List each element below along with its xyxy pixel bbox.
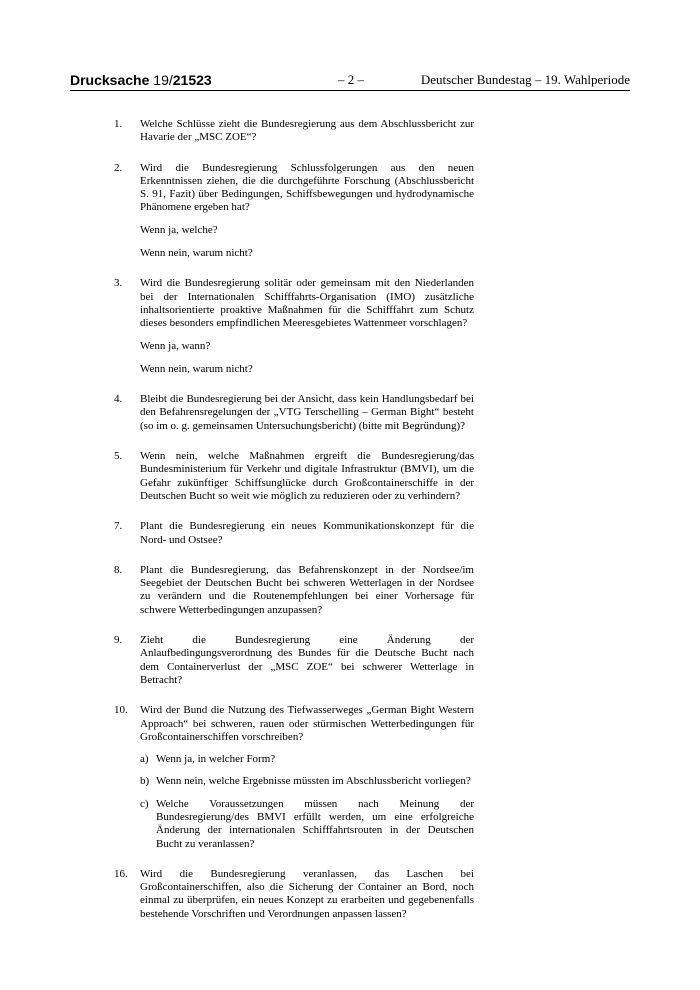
question-subtext: Wenn ja, welche? bbox=[140, 223, 218, 236]
question-text: Welche Schlüsse zieht die Bundesregierung aus dem Abschlussbericht zur Havarie der „MSC ZOE“? bbox=[140, 118, 474, 144]
question-text: Wenn nein, welche Maßnahmen ergreift die Bundesregierung/das Bundesministerium für Verkehr und digitale Infrastruktur (BMVI), um die Gefahr zukünftiger Schiffsunglücke durch Großcontainerschiffe in der Deutschen Bucht so weit wie möglich zu reduzieren oder zu verhindern? bbox=[140, 450, 474, 502]
question-number: 1. bbox=[114, 118, 123, 130]
question-8 bbox=[114, 564, 474, 617]
question-1 bbox=[114, 118, 474, 145]
sub-question-b bbox=[140, 775, 474, 788]
question-subtext: Wenn nein, warum nicht? bbox=[140, 362, 253, 375]
sub-question-list bbox=[140, 753, 474, 851]
question-text: Wird der Bund die Nutzung des Tiefwasserweges „German Bight Western Approach“ bei schweren, rauen oder stürmischen Wetterbedingungen für Großcontainerschiffen vorschreiben? bbox=[140, 704, 474, 743]
question-4 bbox=[114, 393, 474, 433]
question-number: 16. bbox=[114, 867, 128, 880]
question-text: Wird die Bundesregierung Schlussfolgerungen aus den neuen Erkenntnissen ziehen, die die durchgeführte Forschung (Abschlussbericht S. 91, Fazit) über Bedingungen, Schiffsbewegungen und hydrodynamische Phänomene ergeben hat? bbox=[140, 161, 474, 214]
question-text: Wird die Bundesregierung veranlassen, das Laschen bei Großcontainerschiffen, also die Sicherung der Container an Bord, noch einmal zu überprüfen, ein neues Konzept zu erarbeiten und gegebenenfalls bestehende Vorschriften und Verordnungen anpassen lassen? bbox=[140, 867, 474, 920]
question-list bbox=[114, 118, 474, 921]
header-rule bbox=[70, 90, 630, 91]
publisher: Deutscher Bundestag – 19. Wahlperiode bbox=[420, 72, 630, 87]
question-2 bbox=[114, 162, 474, 261]
question-3 bbox=[114, 277, 474, 376]
question-subtext: Wenn ja, wann? bbox=[140, 339, 211, 352]
sub-question-letter: c) bbox=[140, 797, 149, 810]
page-header bbox=[70, 70, 630, 92]
question-9 bbox=[114, 634, 474, 687]
question-text: Wird die Bundesregierung solitär oder gemeinsam mit den Niederlanden bei der Internationalen Schifffahrts-Organisation (IMO) zusätzliche inhaltsorientierte proaktive Maßnahmen für die Schifffahrt zum Schutz dieses besonders empfindlichen Meeresgebietes Wattenmeer vorschlagen? bbox=[140, 277, 474, 330]
question-number: 5. bbox=[114, 450, 123, 463]
question-text: Zieht die Bundesregierung eine Änderung der Anlaufbedingungsverordnung des Bundes für die Deutsche Bucht nach dem Containerverlust der „MSC ZOE“ bei schwerer Wetterlage in Betracht? bbox=[140, 634, 474, 686]
question-10 bbox=[114, 704, 474, 851]
question-7 bbox=[114, 520, 474, 547]
doc-number-prefix: 19/ bbox=[153, 72, 173, 88]
sub-question-c bbox=[140, 798, 474, 851]
sub-question-a bbox=[140, 753, 474, 766]
question-number: 9. bbox=[114, 634, 123, 647]
question-text: Plant die Bundesregierung ein neues Kommunikationskonzept für die Nord- und Ostsee? bbox=[140, 520, 474, 546]
question-number: 10. bbox=[114, 704, 128, 717]
document-number bbox=[70, 70, 212, 90]
question-5 bbox=[114, 450, 474, 503]
question-number: 7. bbox=[114, 520, 123, 533]
doc-label: Drucksache bbox=[70, 72, 150, 88]
question-number: 4. bbox=[114, 393, 123, 406]
question-text: Plant die Bundesregierung, das Befahrenskonzept in der Nordsee/im Seegebiet der Deutschen Bucht bei schweren Wetterlagen in der Nordsee zu verändern und die Routenempfehlungen bei einer Vorhersage für schwere Wetterbedingungen anzupassen? bbox=[140, 563, 474, 616]
question-subtext: Wenn nein, warum nicht? bbox=[140, 247, 253, 260]
sub-question-letter: b) bbox=[140, 775, 150, 788]
question-number: 2. bbox=[114, 161, 123, 174]
doc-number: 21523 bbox=[172, 72, 212, 88]
sub-question-text: Wenn ja, in welcher Form? bbox=[156, 753, 276, 766]
sub-question-letter: a) bbox=[140, 753, 149, 766]
question-text: Bleibt die Bundesregierung bei der Ansicht, dass kein Handlungsbedarf bei den Befahrensregelungen der „VTG Terschelling – German Bight“ besteht (so im o. g. gemeinsamen Untersuchungsbericht) (bitte mit Begründung)? bbox=[140, 393, 474, 432]
sub-question-text: Wenn nein, welche Ergebnisse müssten im Abschlussbericht vorliegen? bbox=[156, 775, 471, 788]
sub-question-text: Welche Voraussetzungen müssen nach Meinung der Bundesregierung/des BMVI erfüllt werden, um eine erfolgreiche Änderung der internationalen Schifffahrtsrouten in der Deutschen Bucht zu veranlassen? bbox=[156, 797, 474, 850]
question-number: 8. bbox=[114, 563, 123, 576]
page-number: – 2 – bbox=[338, 72, 364, 87]
question-number: 3. bbox=[114, 277, 123, 290]
question-16 bbox=[114, 868, 474, 921]
